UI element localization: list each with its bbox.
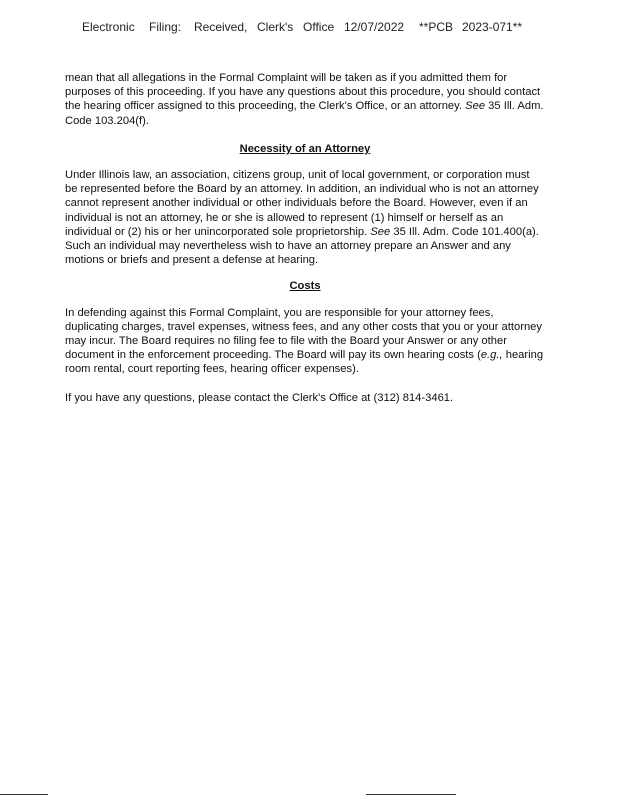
heading-necessity-of-attorney: Necessity of an Attorney	[239, 142, 371, 155]
eg-abbreviation: e.g.,	[480, 349, 503, 362]
document-body	[65, 71, 545, 405]
see-signal: See	[465, 100, 486, 113]
scan-edge-line	[366, 794, 456, 795]
header-office: Office	[303, 20, 335, 34]
header-docket: 2023-071**	[462, 20, 523, 34]
attorney-paragraph: Under Illinois law, an association, citizens group, unit of local government, or corporation must be represented before the Board by an attorney. In addition, an individual who is not an attorney cannot represent another individual or other individuals before the Board. However, even if an individual is not an attorney, he or she is allowed to represent (1) himself or herself as an individual or (2) his or her unincorporated sole proprietorship. See 35 Ill. Adm. Code 101.400(a). Such an individual may nevertheless wish to have an attorney prepare an Answer and any motions or briefs and present a defense at hearing.	[65, 169, 539, 267]
closing-paragraph: If you have any questions, please contact the Clerk's Office at (312) 814-3461.	[65, 391, 454, 404]
intro-paragraph: mean that all allegations in the Formal Complaint will be taken as if you admitted them for purposes of this proceeding. If you have any questions about this procedure, you should contact the hearing officer assigned to this proceeding, the Clerk's Office, or an attorney. See 35 Ill. Adm. Code 103.204(f).	[65, 72, 544, 127]
header-received: Received,	[194, 20, 248, 34]
header-filing: Filing:	[149, 20, 182, 34]
scan-edge-line	[0, 794, 48, 795]
costs-paragraph: In defending against this Formal Complaint, you are responsible for your attorney fees, duplicating charges, travel expenses, witness fees, and any other costs that you or your attorney may incur. The Board requires no filing fee to file with the Board your Answer or any other document in the enforcement proceeding. The Board will pay its own hearing costs (e.g., hearing room rental, court reporting fees, hearing officer expenses).	[65, 306, 544, 376]
header-pcb: **PCB	[419, 20, 454, 34]
heading-costs: Costs	[289, 280, 321, 293]
header-electronic: Electronic	[82, 20, 135, 34]
see-signal: See	[370, 225, 391, 238]
header-clerks: Clerk's	[257, 20, 294, 34]
header-date: 12/07/2022	[344, 20, 405, 34]
